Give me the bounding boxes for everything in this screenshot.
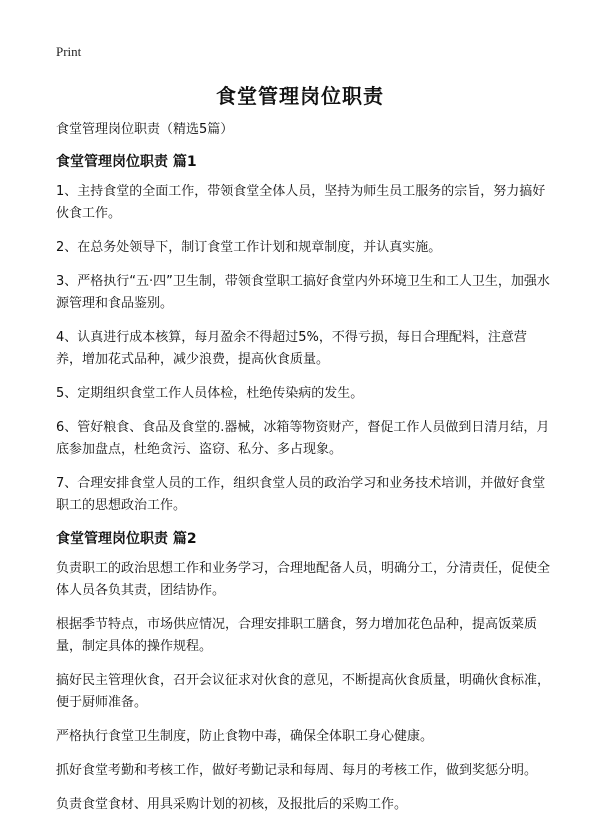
paragraph: 抓好食堂考勤和考核工作，做好考勤记录和每周、每月的考核工作，做到奖惩分明。 <box>56 763 538 778</box>
paragraph: 根据季节特点，市场供应情况，合理安排职工膳食，努力增加花色品种，提高饭菜质量，制定具体的操作规程。 <box>56 617 538 654</box>
print-link[interactable]: Print <box>56 44 82 59</box>
paragraph: 6、管好粮食、食品及食堂的.器械，冰箱等物资财产，督促工作人员做到日清月结，月底参加盘点，杜绝贪污、盗窃、私分、多占现象。 <box>56 420 550 457</box>
document-body <box>56 120 550 828</box>
paragraph: 1、主持食堂的全面工作，带领食堂全体人员，坚持为师生员工服务的宗旨，努力搞好伙食工作。 <box>56 184 546 221</box>
page-title: 食堂管理岗位职责 <box>216 84 384 108</box>
paragraph: 严格执行食堂卫生制度，防止食物中毒，确保全体职工身心健康。 <box>56 729 434 744</box>
paragraph: 4、认真进行成本核算，每月盈余不得超过5%，不得亏损，每日合理配料，注意营养，增加花式品种，减少浪费，提高伙食质量。 <box>56 330 527 367</box>
paragraph: 搞好民主管理伙食，召开会议征求对伙食的意见，不断提高伙食质量，明确伙食标准，便于厨师准备。 <box>56 673 551 710</box>
document-subtitle: 食堂管理岗位职责（精选5篇） <box>56 122 234 137</box>
paragraph: 负责食堂食材、用具采购计划的初核，及报批后的采购工作。 <box>56 797 408 812</box>
section-heading-1: 食堂管理岗位职责 篇1 <box>56 154 197 170</box>
paragraph: 5、定期组织食堂工作人员体检，杜绝传染病的发生。 <box>56 386 364 401</box>
section-heading-2: 食堂管理岗位职责 篇2 <box>56 531 197 547</box>
paragraph: 负责职工的政治思想工作和业务学习，合理地配备人员，明确分工，分清责任，促使全体人员各负其责，团结协作。 <box>56 561 551 598</box>
paragraph: 7、合理安排食堂人员的工作，组织食堂人员的政治学习和业务技术培训，并做好食堂职工的思想政治工作。 <box>56 476 546 513</box>
paragraph: 3、严格执行“五·四”卫生制，带领食堂职工搞好食堂内外环境卫生和工人卫生，加强水源管理和食品鉴别。 <box>56 274 550 311</box>
paragraph: 2、在总务处领导下，制订食堂工作计划和规章制度，并认真实施。 <box>56 240 442 255</box>
